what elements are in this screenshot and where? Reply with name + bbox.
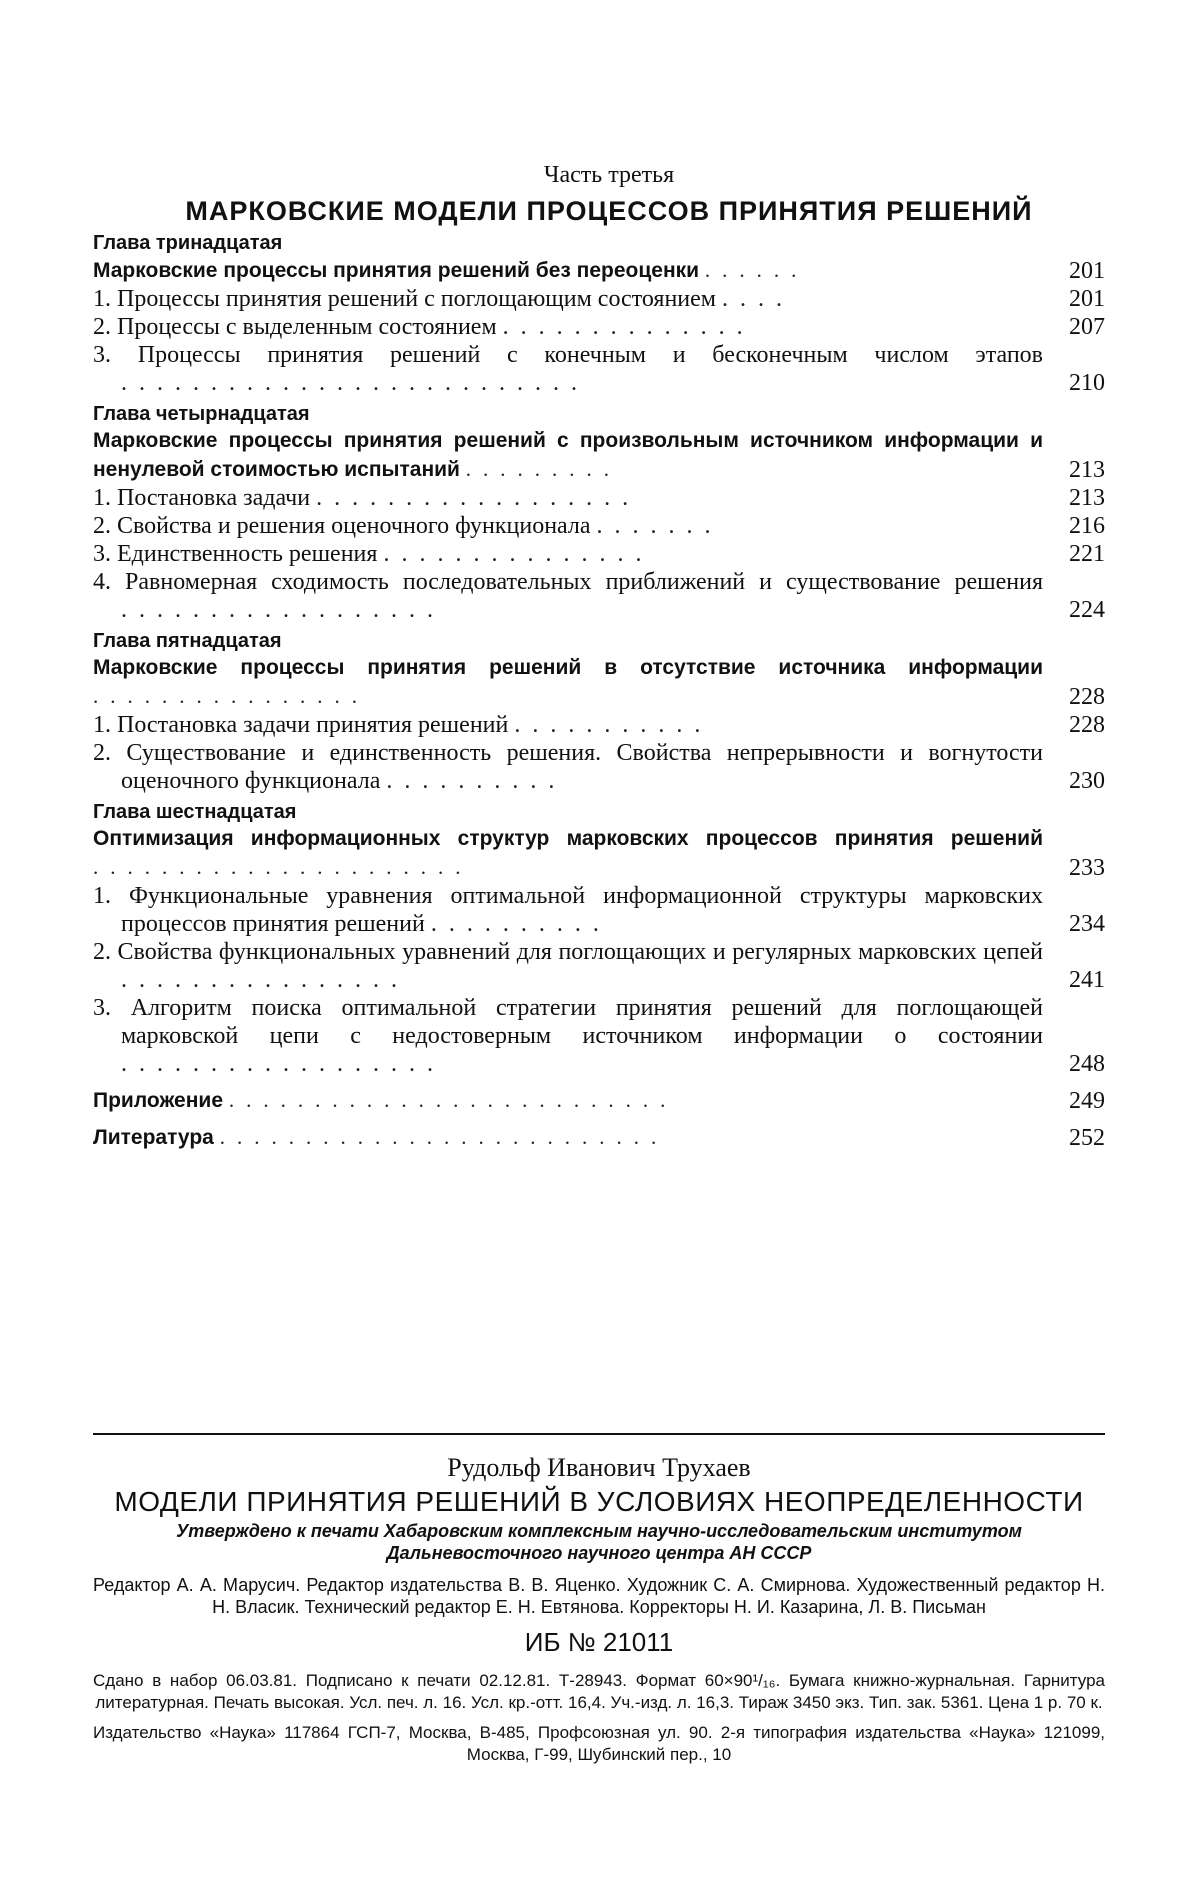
chapter-title: Оптимизация информационных структур марковских процессов принятия решений	[93, 827, 1043, 850]
appendix-title: Приложение	[93, 1089, 224, 1112]
page-number: 213	[1069, 485, 1105, 511]
page-number: 249	[1069, 1088, 1105, 1114]
section-title: 2. Существование и единственность решения. Свойства непрерывности и вогнутости оценочного функционала	[93, 740, 1043, 794]
table-of-contents	[93, 160, 1105, 1152]
page-number: 248	[1069, 1051, 1105, 1077]
page-number: 224	[1069, 597, 1105, 623]
page-number: 241	[1069, 967, 1105, 993]
page-number: 216	[1069, 513, 1105, 539]
toc-entry: 2. Свойства и решения оценочного функционала ....... 216	[93, 513, 1105, 539]
section-title: 3. Единственность решения	[93, 541, 378, 567]
chapter-label: Глава пятнадцатая	[93, 630, 282, 652]
page-number: 228	[1069, 684, 1105, 710]
toc-entry: 2. Свойства функциональных уравнений для поглощающих и регулярных марковских цепей ................ 241	[93, 939, 1105, 993]
toc-entry: 3. Алгоритм поиска оптимальной стратегии принятия решений для поглощающей марковской цепи с недостоверным источником информации о состоянии .................. 248	[93, 995, 1105, 1077]
toc-entry: 1. Процессы принятия решений с поглощающим состоянием .... 201	[93, 286, 1105, 312]
ib-number: ИБ № 21011	[524, 1627, 674, 1657]
literature-title: Литература	[93, 1126, 214, 1149]
chapter-title-entry: Марковские процессы принятия решений без переоценки ...... 201	[93, 258, 1105, 284]
page-number: 233	[1069, 855, 1105, 881]
section-title: 1. Функциональные уравнения оптимальной информационной структуры марковских процессов принятия решений	[93, 883, 1043, 937]
toc-entry: 4. Равномерная сходимость последовательных приближений и существование решения .................. 224	[93, 569, 1105, 623]
publisher-info: Издательство «Наука» 117864 ГСП-7, Москва, В-485, Профсоюзная ул. 90. 2-я типография издательства «Наука» 121099, Москва, Г-99, Шубинский пер., 10	[93, 1723, 1105, 1764]
chapter-label: Глава тринадцатая	[93, 232, 283, 254]
section-title: 2. Процессы с выделенным состоянием	[93, 314, 497, 340]
chapter-label: Глава шестнадцатая	[93, 801, 297, 823]
page-number: 228	[1069, 712, 1105, 738]
page-number: 201	[1069, 258, 1105, 284]
part-title: МАРКОВСКИЕ МОДЕЛИ ПРОЦЕССОВ ПРИНЯТИЯ РЕШЕНИЙ	[185, 196, 1033, 226]
section-title: 3. Процессы принятия решений с конечным и бесконечным числом этапов	[93, 342, 1043, 368]
toc-entry: 3. Единственность решения ............... 221	[93, 541, 1105, 567]
divider-rule	[93, 1433, 1105, 1435]
toc-entry: 2. Процессы с выделенным состоянием .............. 207	[93, 314, 1105, 340]
section-title: 1. Процессы принятия решений с поглощающим состоянием	[93, 286, 716, 312]
section-title: 2. Свойства и решения оценочного функционала	[93, 513, 591, 539]
part-label: Часть третья	[543, 162, 675, 188]
book-title: МОДЕЛИ ПРИНЯТИЯ РЕШЕНИЙ В УСЛОВИЯХ НЕОПРЕДЕЛЕННОСТИ	[114, 1486, 1084, 1517]
section-title: 4. Равномерная сходимость последовательных приближений и существование решения	[93, 569, 1043, 595]
colophon	[93, 1452, 1105, 1766]
page-number: 252	[1069, 1125, 1105, 1151]
section-title: 1. Постановка задачи принятия решений	[93, 712, 509, 738]
page-number: 230	[1069, 768, 1105, 794]
chapter-title-entry: Марковские процессы принятия решений в отсутствие источника информации ................ 228	[93, 656, 1105, 710]
literature-entry: Литература .......................... 252	[93, 1125, 1105, 1151]
toc-entry: 1. Функциональные уравнения оптимальной информационной структуры марковских процессов принятия решений .......... 234	[93, 883, 1105, 937]
section-title: 3. Алгоритм поиска оптимальной стратегии принятия решений для поглощающей марковской цепи с недостоверным источником информации о состоянии	[93, 995, 1043, 1049]
approval-note: Утверждено к печати Хабаровским комплексным научно-исследовательским институтом Дальневосточного научного центра АН СССР	[176, 1521, 1022, 1563]
page-number: 207	[1069, 314, 1105, 340]
editorial-staff: Редактор А. А. Марусич. Редактор издательства В. В. Яценко. Художник С. А. Смирнова. Художественный редактор Н. Н. Власик. Технический редактор Е. Н. Евтянова. Корректоры Н. И. Казарина, Л. В. Письман	[93, 1575, 1105, 1617]
chapter-title: Марковские процессы принятия решений без переоценки	[93, 259, 700, 282]
page-number: 210	[1069, 370, 1105, 396]
page-number: 201	[1069, 286, 1105, 312]
chapter-title: Марковские процессы принятия решений с произвольным источником информации и ненулевой стоимостью испытаний	[93, 429, 1043, 481]
chapter-title: Марковские процессы принятия решений в отсутствие источника информации	[93, 656, 1043, 679]
toc-entry: 1. Постановка задачи .................. 213	[93, 485, 1105, 511]
page-number: 234	[1069, 911, 1105, 937]
chapter-title-entry: Оптимизация информационных структур марковских процессов принятия решений ...................... 233	[93, 827, 1105, 881]
section-title: 2. Свойства функциональных уравнений для поглощающих и регулярных марковских цепей	[93, 939, 1043, 965]
appendix-entry: Приложение .......................... 249	[93, 1088, 1105, 1114]
page-number: 213	[1069, 457, 1105, 483]
author-name: Рудольф Иванович Трухаев	[447, 1453, 751, 1482]
toc-entry: 2. Существование и единственность решения. Свойства непрерывности и вогнутости оценочного функционала .......... 230	[93, 740, 1105, 794]
chapter-title-entry: Марковские процессы принятия решений с произвольным источником информации и ненулевой стоимостью испытаний ......... 213	[93, 429, 1105, 483]
page-number: 221	[1069, 541, 1105, 567]
toc-entry: 1. Постановка задачи принятия решений ........... 228	[93, 712, 1105, 738]
toc-entry: 3. Процессы принятия решений с конечным и бесконечным числом этапов .......................... 210	[93, 342, 1105, 396]
chapter-label: Глава четырнадцатая	[93, 403, 310, 425]
section-title: 1. Постановка задачи	[93, 485, 311, 511]
print-details: Сдано в набор 06.03.81. Подписано к печати 02.12.81. Т-28943. Формат 60×90¹/₁₆. Бумага книжно-журнальная. Гарнитура литературная. Печать высокая. Усл. печ. л. 16. Усл. кр.-отт. 16,4. Уч.-изд. л. 16,3. Тираж 3450 экз. Тип. зак. 5361. Цена 1 р. 70 к.	[93, 1671, 1105, 1712]
